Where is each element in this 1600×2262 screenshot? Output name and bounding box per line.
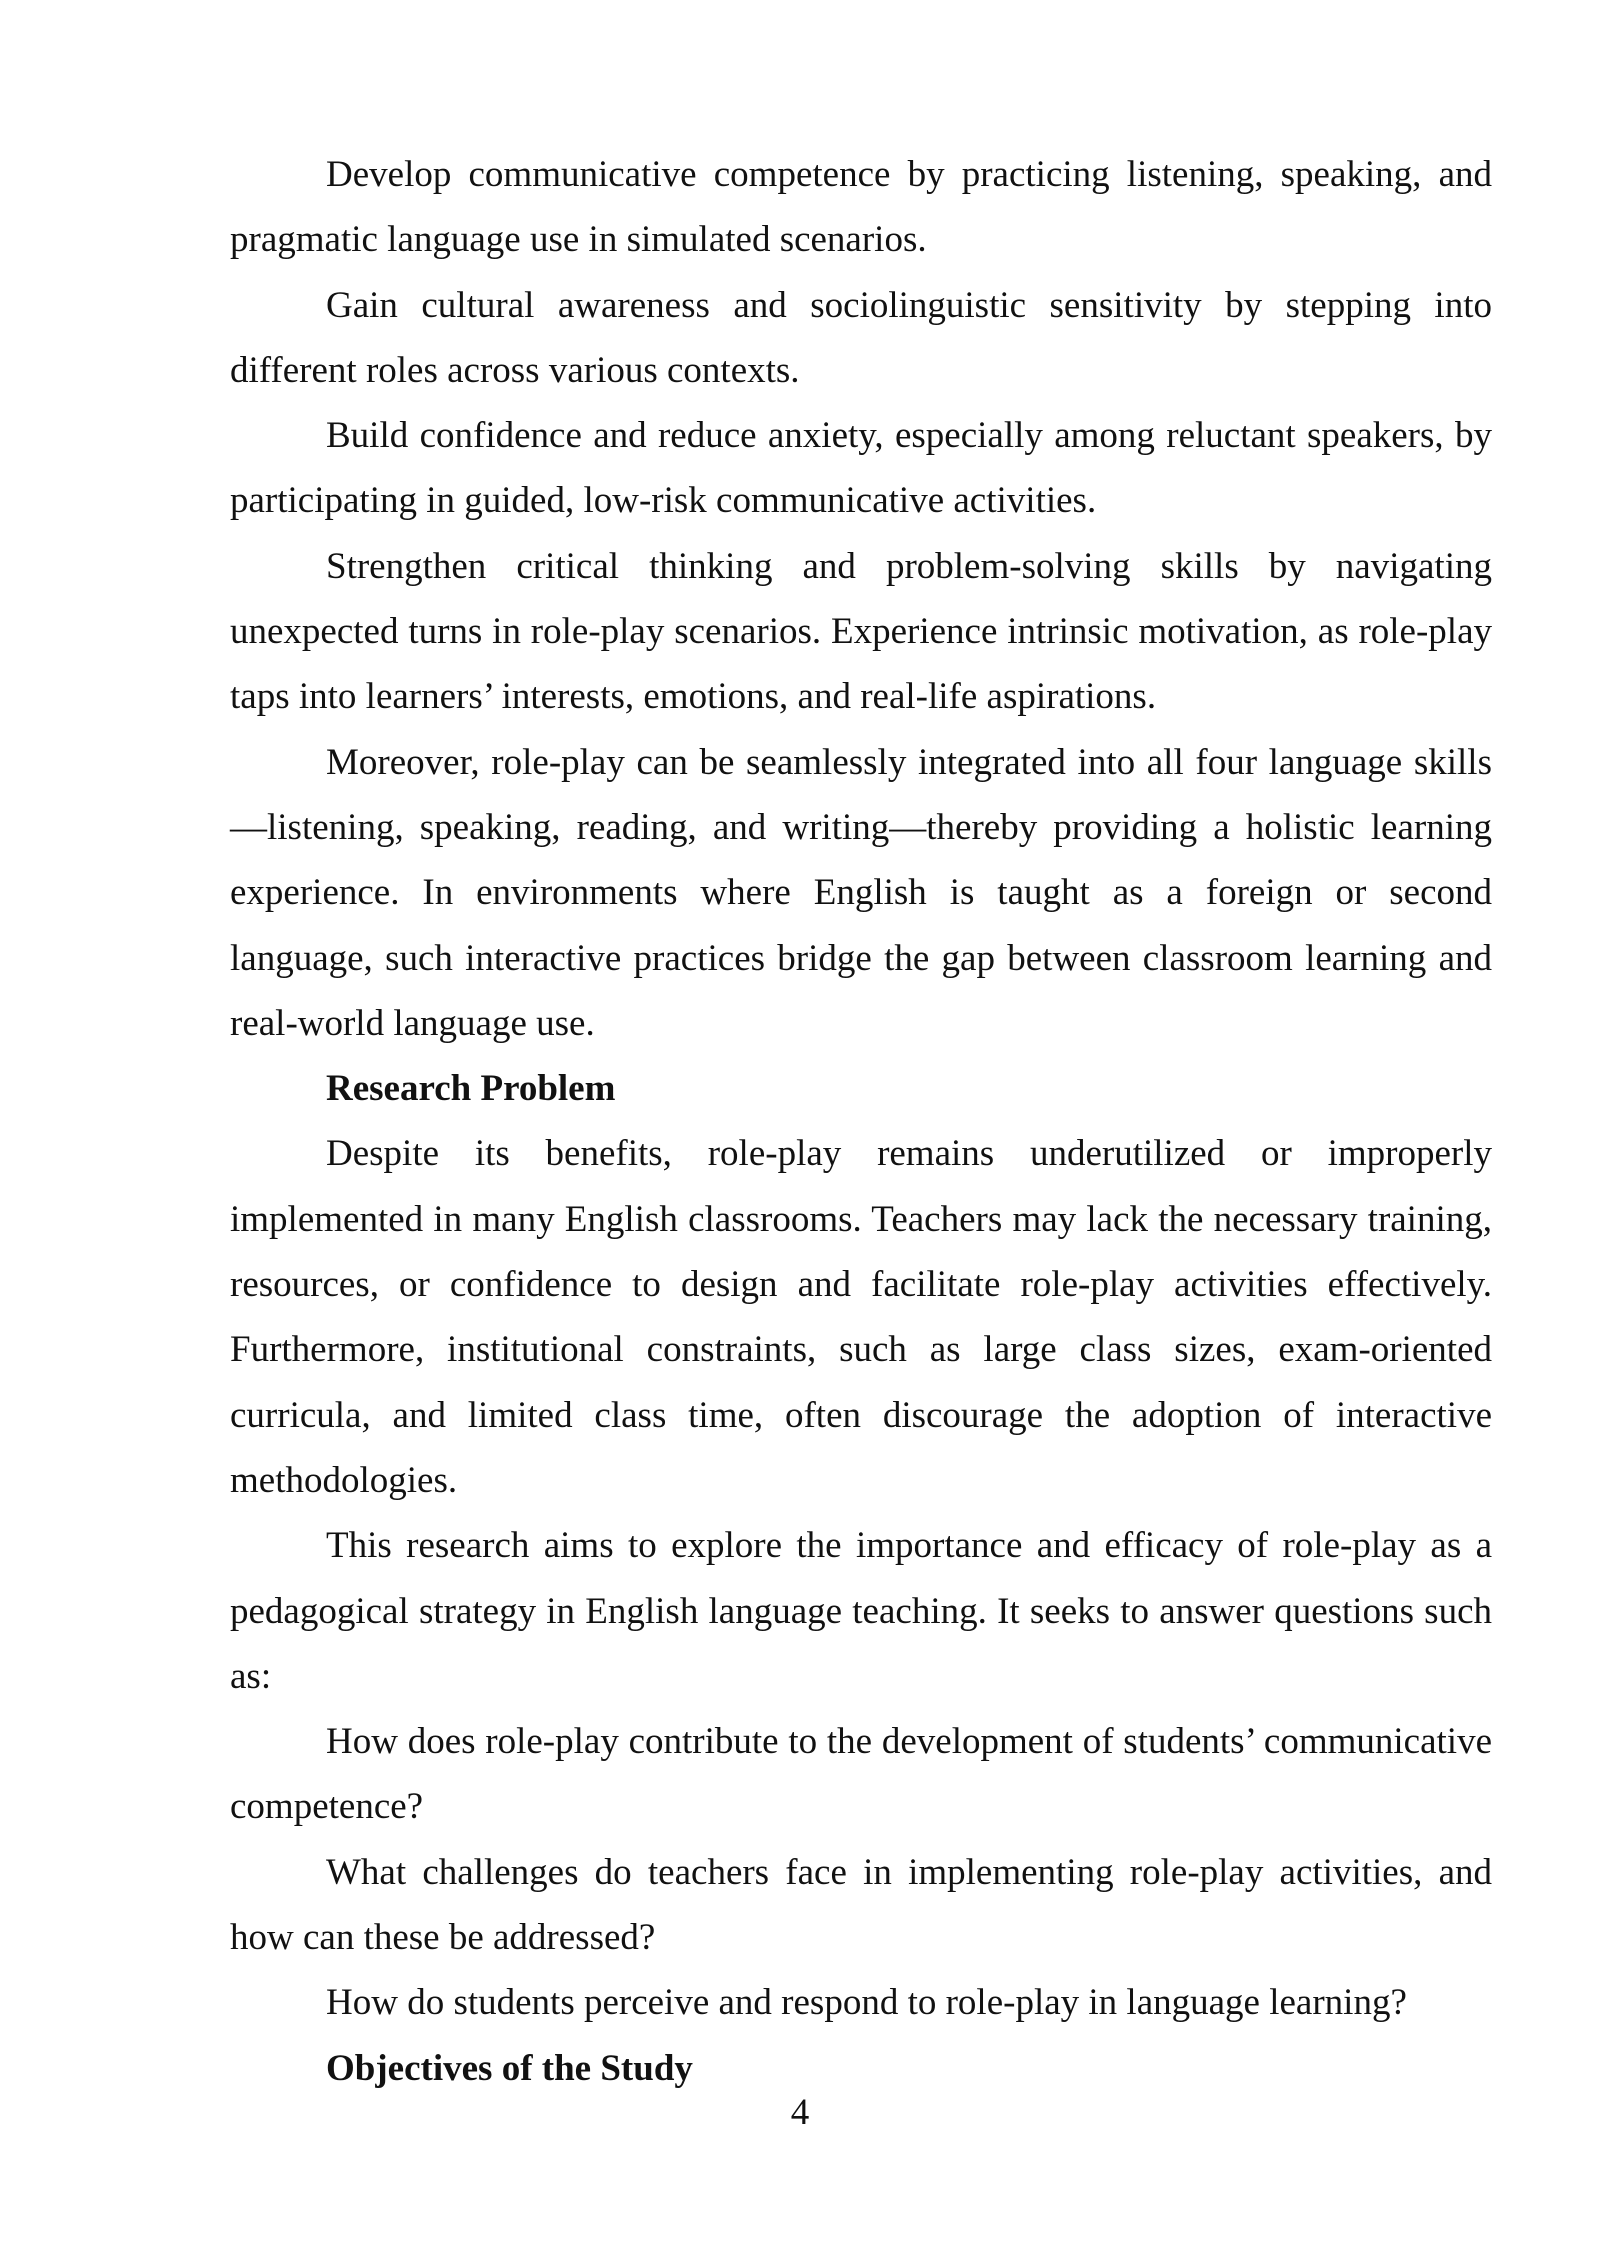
research-question-3: How do students perceive and respond to role-play in language learning? <box>326 1982 1407 2024</box>
paragraph-underutilized: Despite its benefits, role-play remains underutilized or improperly implemented in many English classrooms. Teachers may lack the necessary training, resources, or confidence to design and facilitate role-play activities effectively. Furthermore, institutional constraints, such as large class sizes, exam-oriented curricula, and limited class time, often discourage the adoption of interactive methodologies. <box>230 1133 1492 1501</box>
paragraph-holistic-learning: Moreover, role-play can be seamlessly integrated into all four language skills —listening, speaking, reading, and writing—thereby providing a holistic learning experience. In environments where English is taught as a foreign or second language, such interactive practices bridge the gap between classroom learning and real-world language use. <box>230 741 1492 1044</box>
page-number: 4 <box>790 2092 810 2133</box>
research-question-1: How does role-play contribute to the development of students’ communicative competence? <box>230 1721 1492 1828</box>
paragraph-research-aims: This research aims to explore the importance and efficacy of role-play as a pedagogical strategy in English language teaching. It seeks to answer questions such as: <box>230 1525 1492 1697</box>
paragraph-cultural-awareness: Gain cultural awareness and sociolinguistic sensitivity by stepping into different roles across various contexts. <box>230 284 1492 391</box>
research-problem-heading: Research Problem <box>326 1068 616 1110</box>
paragraph-build-confidence: Build confidence and reduce anxiety, especially among reluctant speakers, by participating in guided, low-risk communicative activities. <box>230 415 1492 522</box>
paragraph-communicative-competence: Develop communicative competence by practicing listening, speaking, and pragmatic language use in simulated scenarios. <box>230 154 1492 261</box>
research-question-2: What challenges do teachers face in implementing role-play activities, and how can these be addressed? <box>230 1851 1492 1959</box>
paragraph-critical-thinking: Strengthen critical thinking and problem-solving skills by navigating unexpected turns in role-play scenarios. Experience intrinsic motivation, as role-play taps into learners’ interests, emotions, and real-life aspirations. <box>230 545 1492 718</box>
objectives-heading: Objectives of the Study <box>326 2047 693 2089</box>
page-body <box>230 142 1492 2101</box>
